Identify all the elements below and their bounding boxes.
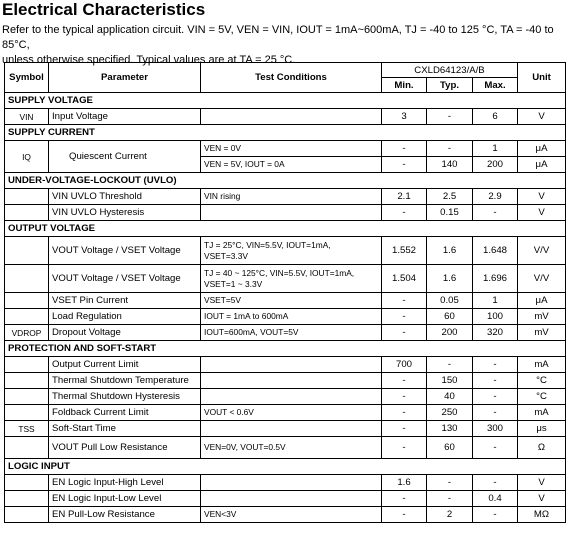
symbol-cell	[5, 309, 49, 325]
condition-cell: VSET=5V	[201, 293, 382, 309]
max-cell: -	[473, 475, 518, 491]
table-row	[5, 265, 566, 293]
table-row	[5, 491, 566, 507]
section-protection: PROTECTION AND SOFT-START	[5, 341, 566, 357]
unit-cell: mV	[518, 325, 566, 341]
table-row	[5, 437, 566, 459]
parameter-cell: VSET Pin Current	[49, 293, 201, 309]
condition-line: VSET=1 ~ 3.3V	[204, 278, 263, 289]
max-cell: 100	[473, 309, 518, 325]
max-cell: 320	[473, 325, 518, 341]
typ-cell: -	[427, 141, 473, 157]
unit-cell: mV	[518, 309, 566, 325]
condition-cell	[201, 373, 382, 389]
min-cell: -	[382, 141, 427, 157]
typ-cell: -	[427, 491, 473, 507]
min-cell: -	[382, 309, 427, 325]
min-cell: 3	[382, 109, 427, 125]
symbol-cell	[5, 475, 49, 491]
section-supply-voltage: SUPPLY VOLTAGE	[5, 93, 566, 109]
section-output-voltage: OUTPUT VOLTAGE	[5, 221, 566, 237]
max-cell: -	[473, 507, 518, 523]
typ-cell: 130	[427, 421, 473, 437]
unit-cell: V	[518, 491, 566, 507]
typ-cell: 2	[427, 507, 473, 523]
min-cell: -	[382, 389, 427, 405]
parameter-cell: EN Logic Input-High Level	[49, 475, 201, 491]
parameter-cell: VIN UVLO Threshold	[49, 189, 201, 205]
symbol-cell	[5, 507, 49, 523]
symbol-cell	[5, 293, 49, 309]
typ-cell: 140	[427, 157, 473, 173]
condition-cell: VEN=0V, VOUT=0.5V	[201, 437, 382, 459]
max-cell: -	[473, 437, 518, 459]
header-test-conditions: Test Conditions	[201, 63, 382, 93]
table-row	[5, 141, 566, 157]
condition-cell	[201, 357, 382, 373]
condition-cell: VIN rising	[201, 189, 382, 205]
table-row	[5, 421, 566, 437]
min-cell: -	[382, 157, 427, 173]
parameter-cell: Thermal Shutdown Temperature	[49, 373, 201, 389]
parameter-cell: EN Logic Input-Low Level	[49, 491, 201, 507]
condition-cell: VOUT < 0.6V	[201, 405, 382, 421]
unit-cell: V	[518, 205, 566, 221]
parameter-cell: Thermal Shutdown Hysteresis	[49, 389, 201, 405]
symbol-cell: VIN	[5, 109, 49, 125]
condition-cell	[201, 237, 382, 265]
condition-cell	[201, 109, 382, 125]
max-cell: 300	[473, 421, 518, 437]
page-title: Electrical Characteristics	[2, 0, 206, 19]
condition-line: VSET=3.3V	[204, 250, 248, 261]
table-row	[5, 325, 566, 341]
table-row	[5, 189, 566, 205]
typ-cell: 0.05	[427, 293, 473, 309]
table-row	[5, 109, 566, 125]
condition-cell: IOUT=600mA, VOUT=5V	[201, 325, 382, 341]
condition-cell: VEN = 5V, IOUT = 0A	[201, 157, 382, 173]
symbol-cell	[5, 437, 49, 459]
header-part-number: CXLD64123/A/B	[382, 63, 518, 78]
section-logic-input: LOGIC INPUT	[5, 459, 566, 475]
symbol-cell	[5, 405, 49, 421]
min-cell: -	[382, 437, 427, 459]
typ-cell: -	[427, 109, 473, 125]
unit-cell: °C	[518, 389, 566, 405]
condition-line: TJ = 40 ~ 125°C, VIN=5.5V, IOUT=1mA,	[204, 267, 355, 278]
parameter-cell: VIN UVLO Hysteresis	[49, 205, 201, 221]
unit-cell: Ω	[518, 437, 566, 459]
max-cell: 1.696	[473, 265, 518, 293]
typ-cell: 250	[427, 405, 473, 421]
table-row	[5, 475, 566, 491]
typ-cell: 1.6	[427, 265, 473, 293]
unit-cell: V/V	[518, 237, 566, 265]
parameter-cell: Load Regulation	[49, 309, 201, 325]
parameter-cell: Input Voltage	[49, 109, 201, 125]
parameter-cell: Output Current Limit	[49, 357, 201, 373]
max-cell: 2.9	[473, 189, 518, 205]
min-cell: -	[382, 421, 427, 437]
unit-cell: μA	[518, 293, 566, 309]
typ-cell: 150	[427, 373, 473, 389]
symbol-cell: IQ	[5, 141, 49, 173]
min-cell: 1.504	[382, 265, 427, 293]
min-cell: 1.6	[382, 475, 427, 491]
condition-line: TJ = 25°C, VIN=5.5V, IOUT=1mA,	[204, 239, 331, 250]
table-row	[5, 405, 566, 421]
condition-cell	[201, 205, 382, 221]
typ-cell: 1.6	[427, 237, 473, 265]
min-cell: 2.1	[382, 189, 427, 205]
min-cell: -	[382, 507, 427, 523]
unit-cell: V/V	[518, 265, 566, 293]
min-cell: 700	[382, 357, 427, 373]
section-supply-current: SUPPLY CURRENT	[5, 125, 566, 141]
max-cell: -	[473, 389, 518, 405]
table-row	[5, 389, 566, 405]
max-cell: -	[473, 373, 518, 389]
header-max: Max.	[473, 78, 518, 93]
unit-cell: °C	[518, 373, 566, 389]
header-unit: Unit	[518, 63, 566, 93]
max-cell: 6	[473, 109, 518, 125]
symbol-cell	[5, 237, 49, 265]
parameter-cell: VOUT Pull Low Resistance	[49, 437, 201, 459]
table-row	[5, 309, 566, 325]
table-row	[5, 293, 566, 309]
header-min: Min.	[382, 78, 427, 93]
symbol-cell: VDROP	[5, 325, 49, 341]
unit-cell: μA	[518, 157, 566, 173]
table-row	[5, 357, 566, 373]
min-cell: -	[382, 205, 427, 221]
symbol-cell: TSS	[5, 421, 49, 437]
symbol-cell	[5, 491, 49, 507]
typ-cell: 0.15	[427, 205, 473, 221]
max-cell: -	[473, 357, 518, 373]
parameter-cell: Dropout Voltage	[49, 325, 201, 341]
typ-cell: -	[427, 357, 473, 373]
max-cell: 1	[473, 141, 518, 157]
condition-cell	[201, 265, 382, 293]
header-typ: Typ.	[427, 78, 473, 93]
header-parameter: Parameter	[49, 63, 201, 93]
typ-cell: 60	[427, 309, 473, 325]
min-cell: -	[382, 491, 427, 507]
header-symbol: Symbol	[5, 63, 49, 93]
parameter-cell: Soft-Start Time	[49, 421, 201, 437]
unit-cell: μA	[518, 141, 566, 157]
min-cell: 1.552	[382, 237, 427, 265]
table-row	[5, 205, 566, 221]
table-row	[5, 373, 566, 389]
typ-cell: -	[427, 475, 473, 491]
symbol-cell	[5, 205, 49, 221]
unit-cell: V	[518, 475, 566, 491]
max-cell: 1	[473, 293, 518, 309]
condition-cell	[201, 389, 382, 405]
unit-cell: V	[518, 189, 566, 205]
typ-cell: 60	[427, 437, 473, 459]
max-cell: -	[473, 205, 518, 221]
symbol-cell	[5, 373, 49, 389]
min-cell: -	[382, 373, 427, 389]
unit-cell: mA	[518, 405, 566, 421]
unit-cell: mA	[518, 357, 566, 373]
condition-cell: IOUT = 1mA to 600mA	[201, 309, 382, 325]
symbol-cell	[5, 357, 49, 373]
table-row	[5, 507, 566, 523]
typ-cell: 2.5	[427, 189, 473, 205]
symbol-cell	[5, 189, 49, 205]
condition-cell	[201, 475, 382, 491]
unit-cell: MΩ	[518, 507, 566, 523]
parameter-cell: Foldback Current Limit	[49, 405, 201, 421]
electrical-characteristics-table	[4, 62, 566, 523]
max-cell: 0.4	[473, 491, 518, 507]
symbol-cell	[5, 389, 49, 405]
section-uvlo: UNDER-VOLTAGE-LOCKOUT (UVLO)	[5, 173, 566, 189]
parameter-cell: Quiescent Current	[49, 141, 201, 173]
parameter-cell: VOUT Voltage / VSET Voltage	[49, 237, 201, 265]
condition-cell: VEN<3V	[201, 507, 382, 523]
table-row	[5, 237, 566, 265]
unit-cell: V	[518, 109, 566, 125]
intro-line-1: Refer to the typical application circuit. VIN = 5V, VEN = VIN, IOUT = 1mA~600mA, TJ = -40 to 125 °C, TA = -40 to 85°C,	[2, 24, 554, 51]
condition-cell	[201, 421, 382, 437]
unit-cell: μs	[518, 421, 566, 437]
symbol-cell	[5, 265, 49, 293]
typ-cell: 200	[427, 325, 473, 341]
min-cell: -	[382, 325, 427, 341]
max-cell: -	[473, 405, 518, 421]
typ-cell: 40	[427, 389, 473, 405]
min-cell: -	[382, 293, 427, 309]
condition-cell: VEN = 0V	[201, 141, 382, 157]
condition-cell	[201, 491, 382, 507]
parameter-cell: EN Pull-Low Resistance	[49, 507, 201, 523]
intro-line-2: unless otherwise specified. Typical values are at TA = 25 °C.	[2, 54, 296, 66]
min-cell: -	[382, 405, 427, 421]
max-cell: 1.648	[473, 237, 518, 265]
parameter-cell: VOUT Voltage / VSET Voltage	[49, 265, 201, 293]
max-cell: 200	[473, 157, 518, 173]
